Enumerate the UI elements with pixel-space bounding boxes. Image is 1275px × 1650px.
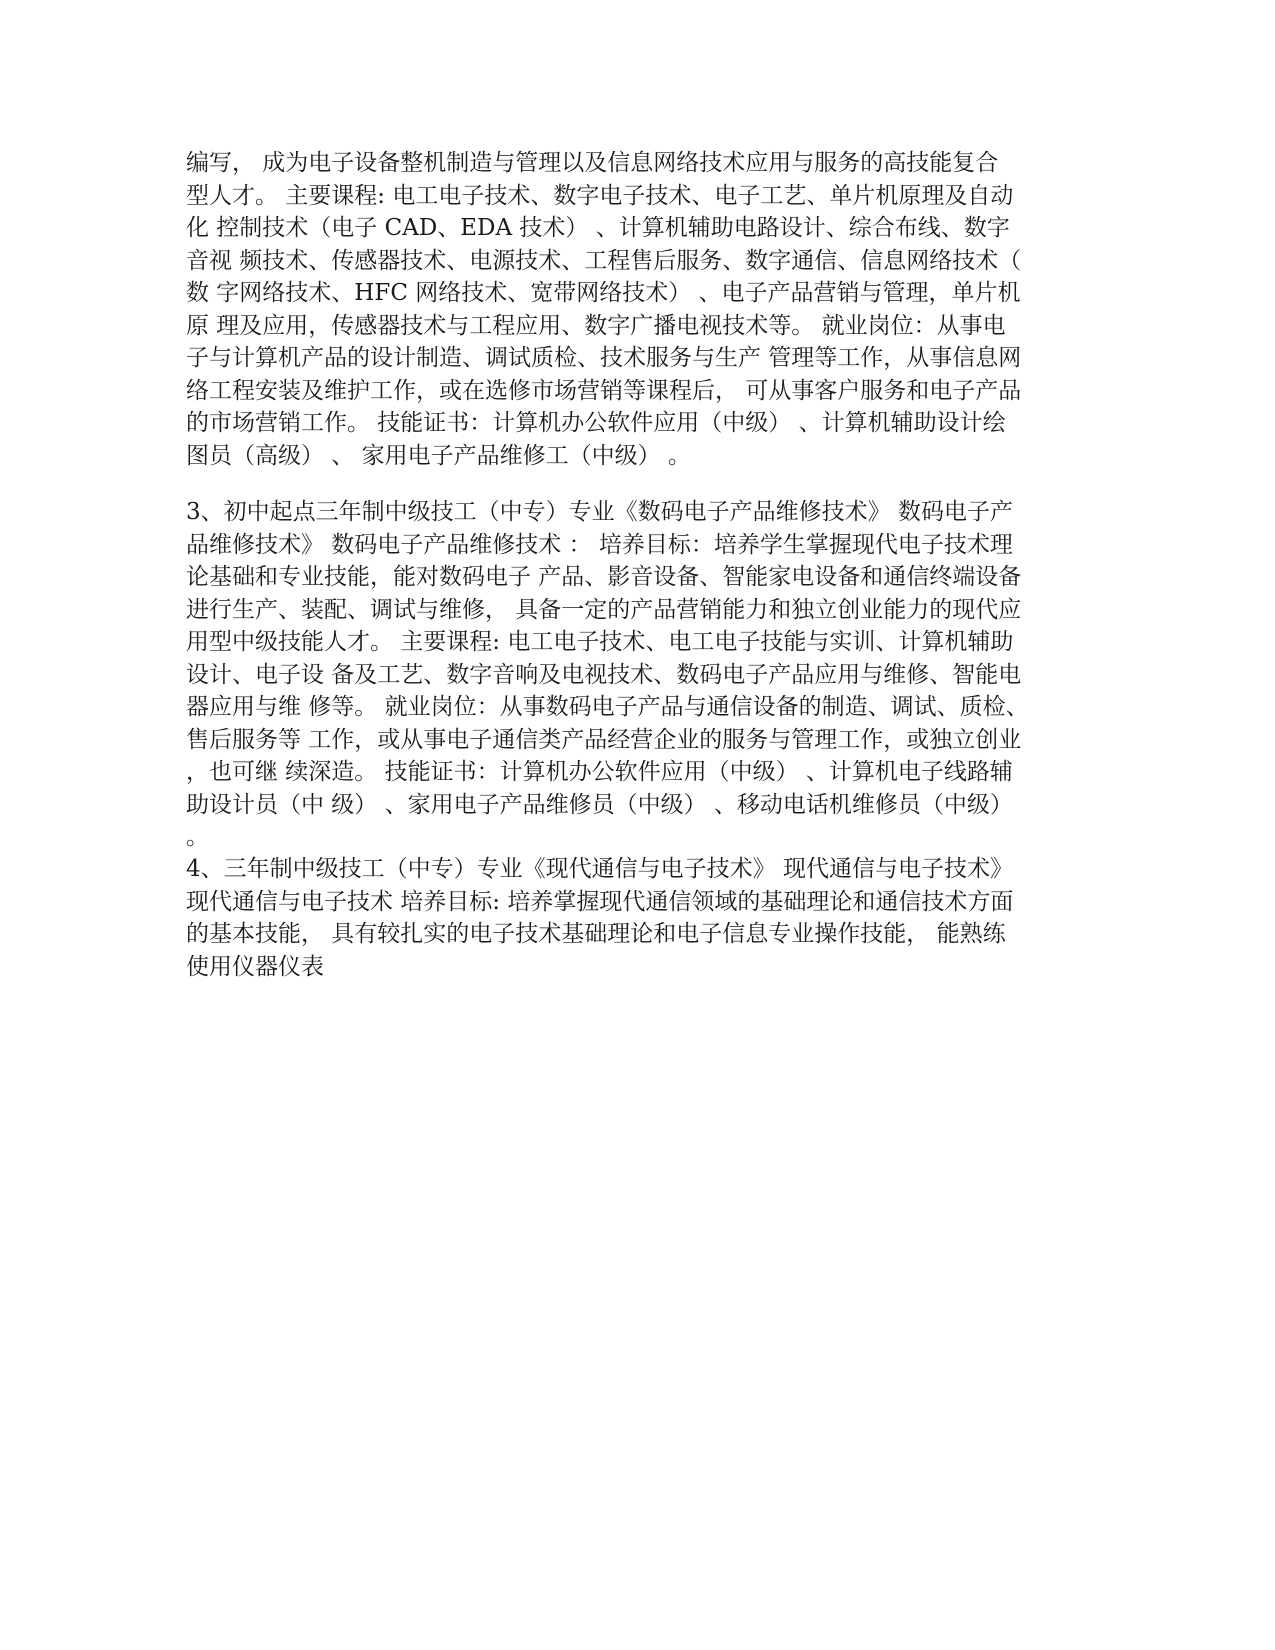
text-line: 原 理及应用，传感器技术与工程应用、数字广播电视技术等。 就业岗位：从事电 [186,312,1006,339]
text-line: 器应用与维 修等。 就业岗位：从事数码电子产品与通信设备的制造、调试、质检、 [186,694,1029,720]
text-line: 型人才。 主要课程: 电工电子技术、数字电子技术、电子工艺、单片机原理及自动 [186,182,1014,209]
text-line: 3、初中起点三年制中级技工（中专）专业《数码电子产品维修技术》 数码电子产 [186,499,1013,525]
text-line: 化 控制技术（电子 CAD、EDA 技术） 、计算机辅助电路设计、综合布线、数字 [186,215,1010,241]
text-line: 品维修技术》 数码电子产品维修技术 ： 培养目标：培养学生掌握现代电子技术理 [186,531,1013,558]
text-line: 使用仪器仪表 [186,953,324,980]
text-line: 助设计员（中 级） 、家用电子产品维修员（中级） 、移动电话机维修员（中级） [186,791,1013,818]
text-line: 音视 频技术、传感器技术、电源技术、工程售后服务、数字通信、信息网络技术（ [186,247,1022,274]
text-line: 售后服务等 工作，或从事电子通信类产品经营企业的服务与管理工作，或独立创业 [186,726,1022,753]
text-line: 进行生产、装配、调试与维修， 具备一定的产品营销能力和独立创业能力的现代应 [186,596,1022,623]
text-line: 现代通信与电子技术 培养目标: 培养掌握现代通信领域的基础理论和通信技术方面 [186,888,1014,915]
text-line: ，也可继 续深造。 技能证书：计算机办公软件应用（中级） 、计算机电子线路辅 [186,759,1013,785]
text-line: 的基本技能， 具有较扎实的电子技术基础理论和电子信息专业操作技能， 能熟练 [186,921,1006,947]
text-line: 图员（高级） 、 家用电子产品维修工（中级） 。 [186,442,691,469]
text-line: 论基础和专业技能，能对数码电子 产品、影音设备、智能家电设备和通信终端设备 [186,564,1022,590]
paragraph-program-2-continued [186,147,1091,472]
text-line: 络工程安装及维护工作，或在选修市场营销等课程后， 可从事客户服务和电子产品 [186,377,1022,404]
text-line: 子与计算机产品的设计制造、调试质检、技术服务与生产 管理等工作，从事信息网 [186,345,1022,371]
text-line: 编写， 成为电子设备整机制造与管理以及信息网络技术应用与服务的高技能复合 [186,150,999,176]
text-line: 。 [186,824,209,850]
paragraph-program-4 [186,853,1091,983]
text-line: 用型中级技能人才。 主要课程: 电工电子技术、电工电子技能与实训、计算机辅助 [186,629,1014,655]
text-line: 数 字网络技术、HFC 网络技术、宽带网络技术） 、电子产品营销与管理，单片机 [186,280,1021,306]
text-line: 设计、电子设 备及工艺、数字音响及电视技术、数码电子产品应用与维修、智能电 [186,661,1022,688]
text-line: 的市场营销工作。 技能证书：计算机办公软件应用（中级） 、计算机辅助设计绘 [186,410,1006,436]
paragraph-program-3 [186,496,1091,854]
text-line: 4、三年制中级技工（中专）专业《现代通信与电子技术》 现代通信与电子技术》 [186,856,1013,882]
